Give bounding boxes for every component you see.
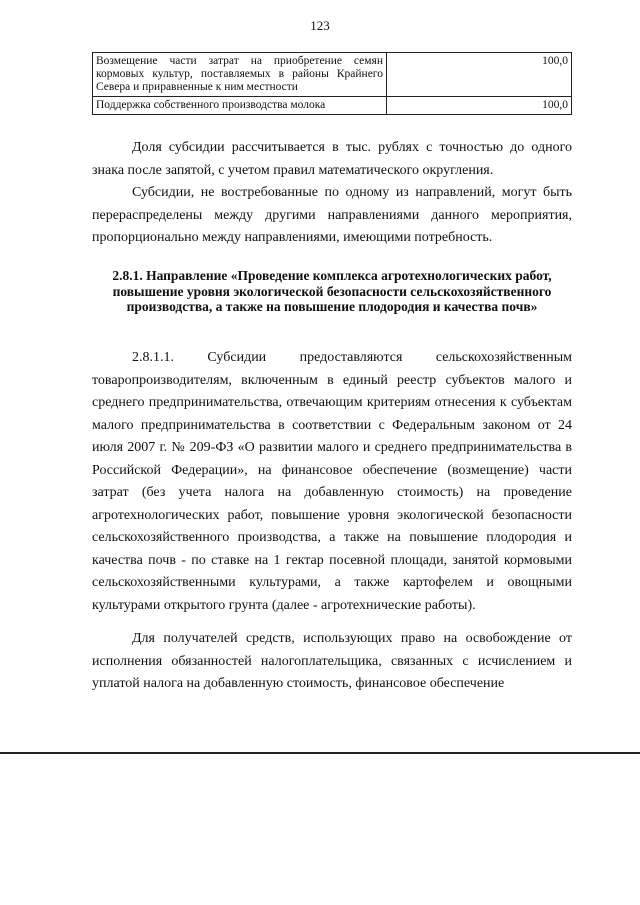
table-cell-value: 100,0: [387, 97, 572, 115]
table-row: [93, 97, 572, 115]
table-cell-value: 100,0: [387, 53, 572, 97]
page-divider: [0, 752, 640, 754]
paragraph-rounding: Доля субсидии рассчитывается в тыс. рублях с точностью до одного знака после запятой, с учетом правил математического округления.: [92, 140, 572, 178]
paragraph-redistribution: Субсидии, не востребованные по одному из направлений, могут быть перераспределены между другими направлениями данного мероприятия, пропорционально между направлениями, имеющими потребность.: [92, 185, 572, 245]
paragraph-subsidies: 2.8.1.1. Субсидии предоставляются сельскохозяйственным товаропроизводителям, включенным в единый реестр субъектов малого и среднего предпринимательства, отвечающим критериям отнесения к субъектам малого предпринимательства в соответствии с Федеральным законом от 24 июля 2007 г. № 209-ФЗ «О развитии малого и среднего предпринимательства в Российской Федерации», на финансовое обеспечение (возмещение) части затрат (без учета налога на добавленную стоимость) на проведение агротехнологических работ, повышение уровня экологической безопасности сельскохозяйственного производства, а также на повышение плодородия и качества почв - по ставке на 1 гектар посевной площади, занятой кормовыми сельскохозяйственными культурами, а также картофелем и овощными культурами открытого грунта (далее - агротехнические работы).: [92, 350, 572, 613]
table-cell-name: Поддержка собственного производства молока: [93, 97, 387, 115]
table-cell-name: Возмещение части затрат на приобретение семян кормовых культур, поставляемых в районы Крайнего Севера и приравненные к ним местности: [93, 53, 387, 97]
paragraph-vat-exempt: Для получателей средств, использующих право на освобождение от исполнения обязанностей налогоплательщика, связанных с исчислением и уплатой налога на добавленную стоимость, финансовое обеспечение: [92, 631, 572, 691]
section-heading: 2.8.1. Направление «Проведение комплекса агротехнологических работ, повышение уровня экологической безопасности сельскохозяйственного производства, а также на повышение плодородия и качества почв»: [112, 268, 552, 314]
subsidy-table: [92, 52, 572, 115]
table-row: [93, 53, 572, 97]
page-number: 123: [310, 18, 330, 33]
